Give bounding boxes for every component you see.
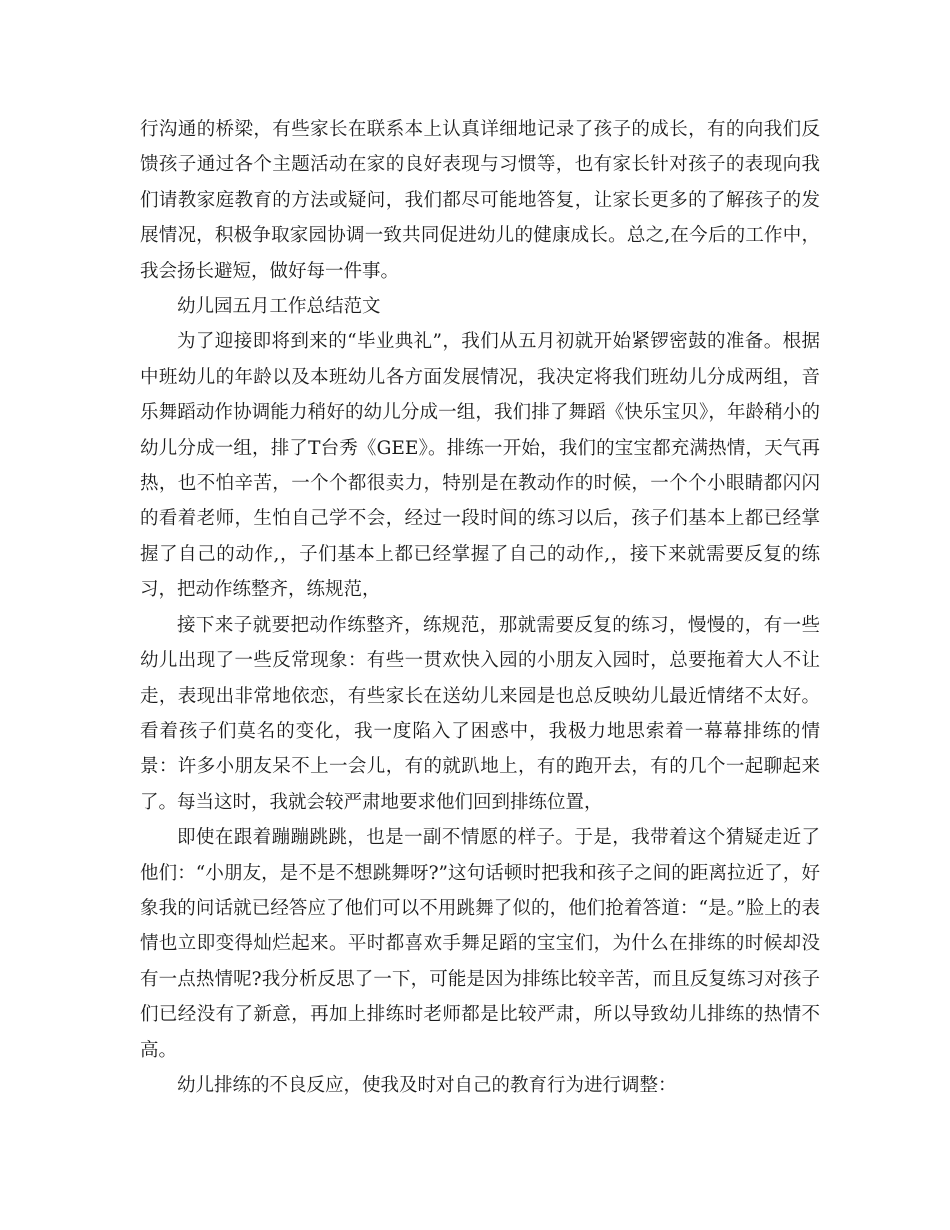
paragraph-3: 接下来子就要把动作练整齐，练规范，那就需要反复的练习，慢慢的，有一些幼儿出现了一些反常现象：有些一贯欢快入园的小朋友入园时，总要拖着大人不让走，表现出非常地依恋，有些家长在送幼儿来园是也总反映幼儿最近情绪不太好。看着孩子们莫名的变化，我一度陷入了困惑中，我极力地思索着一幕幕排练的情景：许多小朋友呆不上一会儿，有的就趴地上，有的跑开去，有的几个一起聊起来了。每当这时，我就会较严肃地要求他们回到排练位置，	[140, 614, 820, 813]
paragraph-2: 为了迎接即将到来的“毕业典礼”，我们从五月初就开始紧锣密鼓的准备。根据中班幼儿的年龄以及本班幼儿各方面发展情况，我决定将我们班幼儿分成两组，音乐舞蹈动作协调能力稍好的幼儿分成一组，我们排了舞蹈《快乐宝贝》，年龄稍小的幼儿分成一组，排了T台秀《GEE》。排练一开始，我们的宝宝都充满热情，天气再热，也不怕辛苦，一个个都很卖力，特别是在教动作的时候，一个个小眼睛都闪闪的看着老师，生怕自己学不会，经过一段时间的练习以后，孩子们基本上都已经掌握了自己的动作,，子们基本上都已经掌握了自己的动作,，接下来就需要反复的练习，把动作练整齐，练规范，	[140, 331, 820, 601]
section-heading: 幼儿园五月工作总结范文	[177, 296, 381, 318]
paragraph-5: 幼儿排练的不良反应，使我及时对自己的教育行为进行调整：	[177, 1074, 677, 1096]
paragraph-4: 即使在跟着蹦蹦跳跳，也是一副不情愿的样子。于是，我带着这个猜疑走近了他们：“小朋友，是不是不想跳舞呀?”这句话顿时把我和孩子之间的距离拉近了，好象我的问话就已经答应了他们可以不用跳舞了似的，他们抢着答道：“是。”脸上的表情也立即变得灿烂起来。平时都喜欢手舞足蹈的宝宝们，为什么在排练的时候却没有一点热情呢?我分析反思了一下，可能是因为排练比较辛苦，而且反复练习对孩子们已经没有了新意，再加上排练时老师都是比较严肃，所以导致幼儿排练的热情不高。	[140, 827, 820, 1061]
paragraph-1: 行沟通的桥梁，有些家长在联系本上认真详细地记录了孩子的成长，有的向我们反馈孩子通过各个主题活动在家的良好表现与习惯等，也有家长针对孩子的表现向我们请教家庭教育的方法或疑问，我们都尽可能地答复，让家长更多的了解孩子的发展情况，积极争取家园协调一致共同促进幼儿的健康成长。总之,在今后的工作中，我会扬长避短，做好每一件事。	[140, 119, 820, 282]
document-body	[140, 112, 820, 1103]
